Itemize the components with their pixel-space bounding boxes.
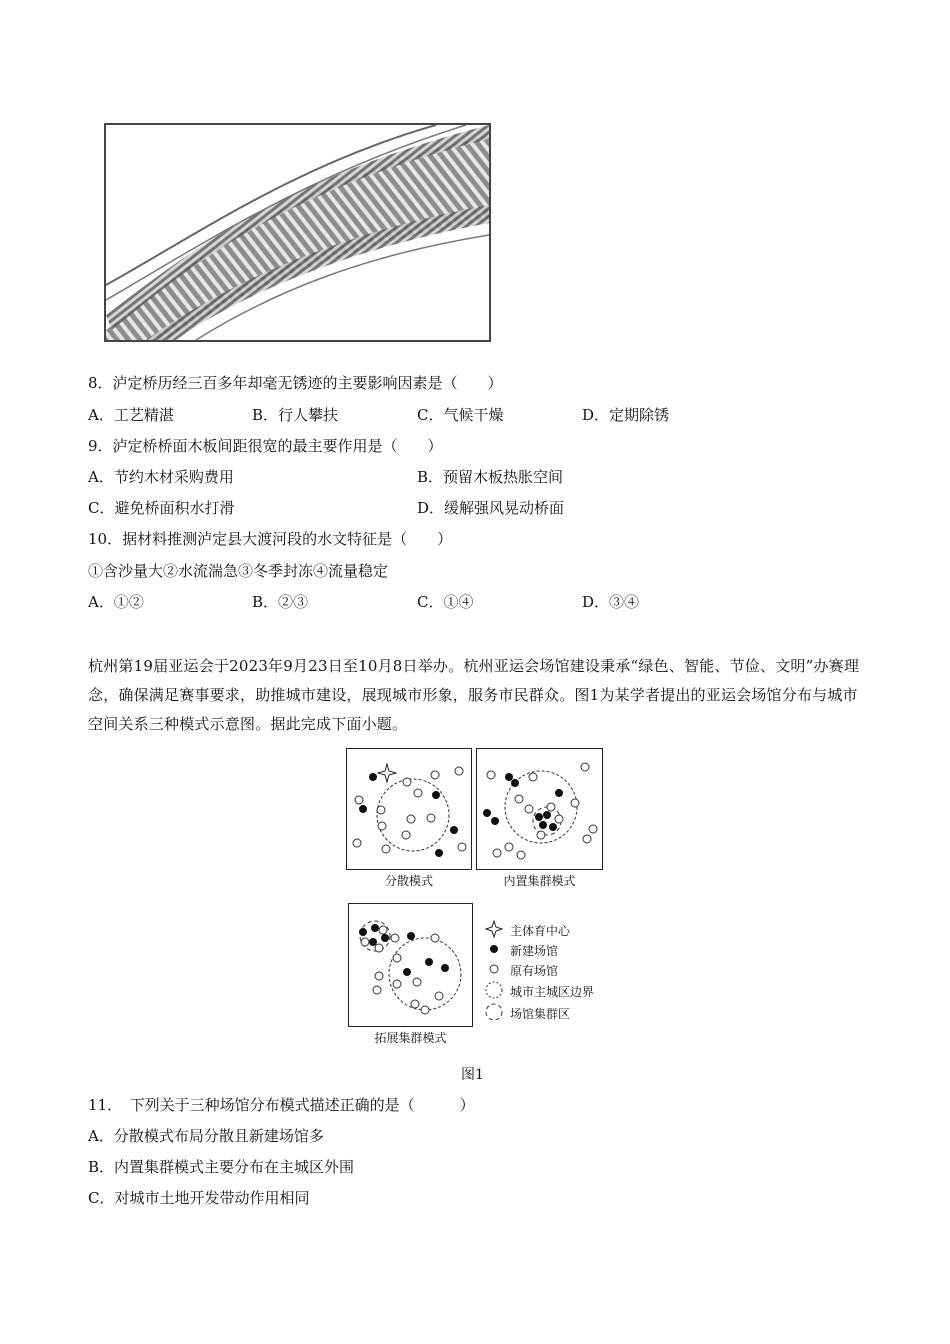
- q9-stem: 9．泸定桥桥面木板间距很宽的最主要作用是（ ）: [88, 437, 443, 455]
- new-venues: [359, 924, 449, 976]
- new-venues: [483, 773, 563, 831]
- q11-option-a[interactable]: A．分散模式布局分散且新建场馆多: [88, 1127, 324, 1145]
- q8-option-d[interactable]: D．定期除锈: [582, 406, 670, 424]
- q9-option-c[interactable]: C．避免桥面积水打滑: [88, 499, 235, 517]
- figure-panel-expanded-cluster: [348, 903, 473, 1027]
- material-paragraph: 杭州第19届亚运会于2023年9月23日至10月8日举办。杭州亚运会场馆建设秉承“绿色、智能、节俭、文明”办赛理念，确保满足赛事要求，助推城市建设，展现城市形象，服务市民群众。图1为某学者提出的亚运会场馆分布与城市空间关系三种模式示意图。据此完成下面小题。: [88, 657, 860, 733]
- panel-label-dispersed: 分散模式: [384, 874, 433, 888]
- legend-main-sports-center: [482, 920, 612, 938]
- expanded-cluster-diagram: [349, 904, 471, 1025]
- main-sports-center-icon: [378, 764, 396, 782]
- q10-option-a[interactable]: A．①②: [88, 593, 144, 611]
- q10-option-c[interactable]: C．①④: [417, 593, 474, 611]
- legend-label: 主体育中心: [510, 924, 571, 938]
- q10-sub-items: ①含沙量大②水流湍急③冬季封冻④流量稳定: [88, 562, 389, 580]
- dotted-circle-icon: [483, 980, 505, 1000]
- city-boundary: [389, 938, 461, 1010]
- q9-option-a[interactable]: A．节约木材采购费用: [88, 468, 234, 486]
- bridge-drawing: [106, 125, 489, 340]
- q10-option-b[interactable]: B．②③: [252, 593, 309, 611]
- q10-stem: 10．据材料推测泸定县大渡河段的水文特征是（ ）: [88, 530, 453, 548]
- hollow-dot-icon: [484, 960, 504, 978]
- dashed-circle-icon: [483, 1002, 505, 1022]
- panel-label-expanded-cluster: 拓展集群模式: [374, 1031, 447, 1045]
- legend-label: 原有场馆: [510, 964, 559, 978]
- q11-option-c[interactable]: C．对城市土地开发带动作用相同: [88, 1189, 310, 1207]
- figure-caption: 图1: [461, 1067, 484, 1083]
- q8-option-c[interactable]: C．气候干燥: [417, 406, 504, 424]
- legend-label: 场馆集群区: [510, 1007, 571, 1021]
- q8-option-a[interactable]: A．工艺精湛: [88, 406, 174, 424]
- figure-panel-inner-cluster: [476, 748, 603, 870]
- q10-option-d[interactable]: D．③④: [582, 593, 640, 611]
- q9-option-b[interactable]: B．预留木板热胀空间: [417, 468, 564, 486]
- legend-label: 新建场馆: [510, 944, 559, 958]
- q11-stem: 11． 下列关于三种场馆分布模式描述正确的是（ ）: [88, 1096, 475, 1114]
- panel-label-inner-cluster: 内置集群模式: [503, 874, 576, 888]
- figure-panel-dispersed: [346, 748, 472, 870]
- bridge-photo: [104, 123, 491, 342]
- q8-stem: 8．泸定桥历经三百多年却毫无锈迹的主要影响因素是（ ）: [88, 374, 503, 392]
- star-icon: [484, 920, 504, 938]
- legend-existing-venue: [482, 960, 612, 978]
- q9-option-d[interactable]: D．缓解强风晃动桥面: [417, 499, 565, 517]
- legend-city-boundary: [482, 981, 612, 999]
- filled-dot-icon: [484, 940, 504, 958]
- dispersed-diagram: [347, 749, 470, 868]
- legend-new-venue: [482, 940, 612, 958]
- legend-venue-cluster: [482, 1003, 612, 1021]
- legend-label: 城市主城区边界: [510, 985, 595, 999]
- q8-option-b[interactable]: B．行人攀扶: [252, 406, 339, 424]
- existing-venues: [487, 763, 597, 859]
- q11-option-b[interactable]: B．内置集群模式主要分布在主城区外围: [88, 1158, 355, 1176]
- inner-cluster-diagram: [477, 749, 601, 868]
